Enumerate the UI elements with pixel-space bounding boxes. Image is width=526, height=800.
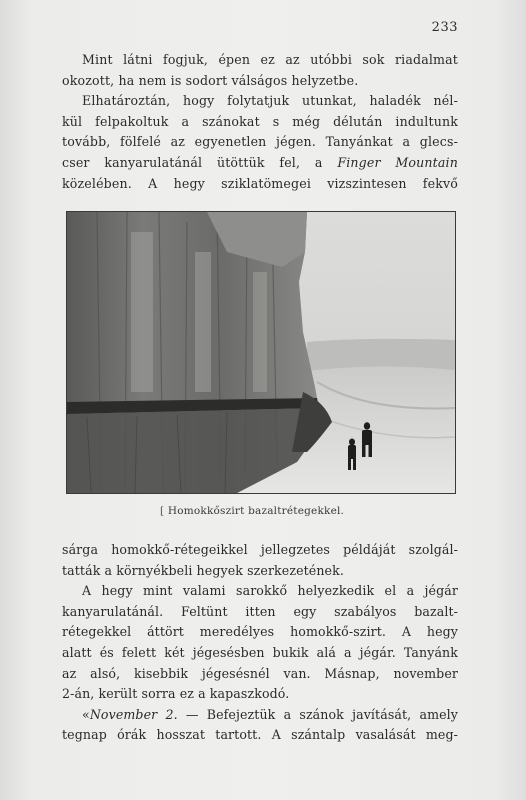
text-line xyxy=(62,153,458,174)
text-line: okozott, ha nem is sodort válságos helyzetbe. xyxy=(62,72,359,88)
text-line: tegnap órák hosszat tartott. A szántalp vasalását meg- xyxy=(62,727,458,743)
page-number: 233 xyxy=(431,20,458,35)
text-line: alatt és felett két jégesésben bukik alá a jégár. Tanyánk xyxy=(62,644,458,660)
upper-text xyxy=(62,50,458,194)
text-line: 2-án, került sorra ez a kapaszkodó. xyxy=(62,686,290,702)
text-line: tatták a környékbeli hegyek szerkezetének. xyxy=(62,562,344,578)
text-line: kül felpakoltuk a szánokat s még délután indultunk xyxy=(62,113,458,129)
text-line: rétegekkel áttört meredélyes homokkő-szirt. A hegy xyxy=(62,624,458,640)
text-line xyxy=(62,705,458,726)
text-line: sárga homokkő-rétegeikkel jellegzetes példáját szolgál- xyxy=(62,542,458,557)
paragraph xyxy=(62,705,458,746)
text-fragment: cser kanyarulatánál ütöttük fel, a xyxy=(62,154,338,170)
text-line: Elhatároztán, hogy folytatjuk utunkat, haladék nél- xyxy=(82,93,458,109)
place-name: Finger Mountain xyxy=(337,154,458,170)
figure-caption xyxy=(160,505,344,517)
caption-bracket: [ xyxy=(160,505,165,517)
text-line: A hegy mint valami sarokkő helyezkedik el a jégár xyxy=(82,583,458,599)
lower-text xyxy=(62,540,458,746)
caption-text: Homokkőszirt bazaltrétegekkel. xyxy=(167,505,345,517)
text-line: tovább, fölfelé az egyenetlen jégen. Tanyánkat a glecs- xyxy=(62,134,458,150)
text-line: közelében. A hegy sziklatömegei vizszintesen fekvő xyxy=(62,175,458,191)
text-line: Mint látni fogjuk, épen ez az utóbbi sok riadalmat xyxy=(82,52,458,67)
text-fragment: « xyxy=(82,706,90,722)
diary-date: November 2. xyxy=(89,706,178,722)
paragraph xyxy=(62,50,458,91)
text-line: az alsó, kisebbik jégesésnél van. Másnap, november xyxy=(62,665,458,681)
paragraph xyxy=(62,581,458,705)
text-line: kanyarulatánál. Feltünt itten egy szabályos bazalt- xyxy=(62,603,458,619)
paragraph xyxy=(62,540,458,581)
text-fragment: — Befejeztük a szánok javítását, amely xyxy=(185,706,459,722)
photograph xyxy=(66,211,456,494)
paragraph xyxy=(62,91,458,194)
cliff-photo-image xyxy=(67,212,455,493)
